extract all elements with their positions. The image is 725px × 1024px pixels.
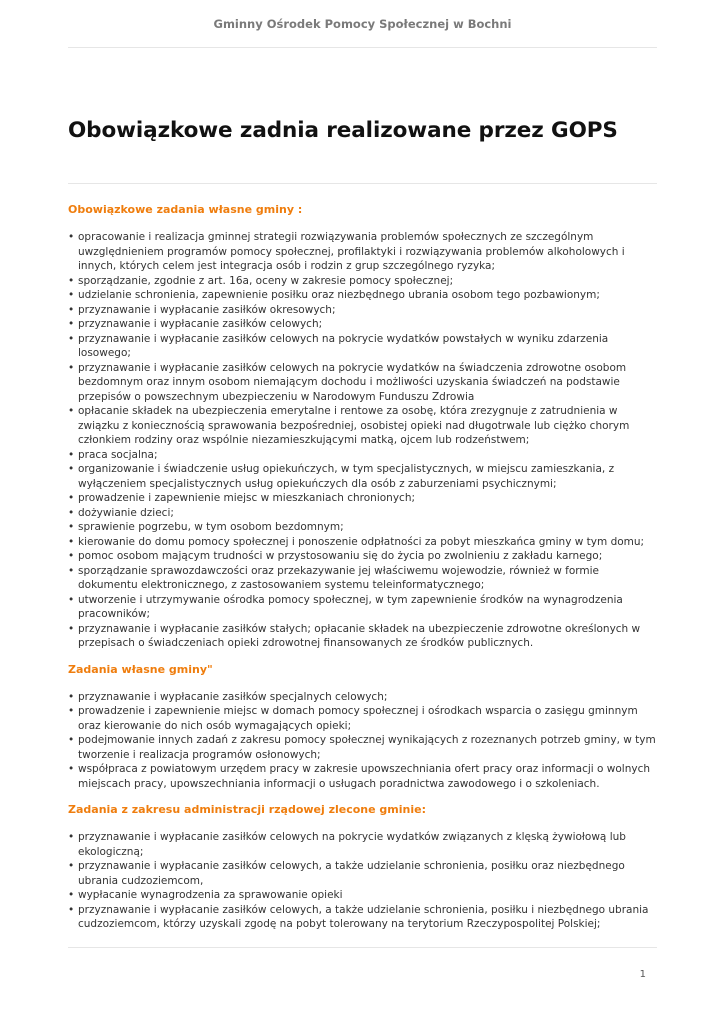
list-item: • przyznawanie i wypłacanie zasiłków celowych, a także udzielanie schronienia, posiłku i niezbędnego ubrania cudzoziemcom, którzy uzyskali zgodę na pobyt tolerowany na terytorium Rzeczypospolitej Polskiej; — [68, 903, 660, 932]
section-heading: Zadania z zakresu administracji rządowej zlecone gminie: — [68, 803, 426, 816]
list-item: • udzielanie schronienia, zapewnienie posiłku oraz niezbędnego ubrania osobom tego pozbawionym; — [68, 288, 660, 303]
list-item: • prowadzenie i zapewnienie miejsc w domach pomocy społecznej i ośrodkach wsparcia o zasięgu gminnym oraz kierowanie do nich osób wymagających opieki; — [68, 704, 660, 733]
list-item: • przyznawanie i wypłacanie zasiłków celowych; — [68, 317, 660, 332]
task-list — [68, 830, 660, 932]
list-item: • organizowanie i świadczenie usług opiekuńczych, w tym specjalistycznych, w miejscu zamieszkania, z wyłączeniem specjalistycznych usług opiekuńczych dla osób z zaburzeniami psychicznymi; — [68, 462, 660, 491]
list-item: • przyznawanie i wypłacanie zasiłków okresowych; — [68, 303, 660, 318]
list-item: • współpraca z powiatowym urzędem pracy w zakresie upowszechniania ofert pracy oraz informacji o wolnych miejscach pracy, upowszechniania informacji o usługach poradnictwa zawodowego i o szkoleniach. — [68, 762, 660, 791]
list-item: • przyznawanie i wypłacanie zasiłków celowych, a także udzielanie schronienia, posiłku oraz niezbędnego ubrania cudzoziemcom, — [68, 859, 660, 888]
page-title: Obowiązkowe zadnia realizowane przez GOPS — [68, 118, 618, 143]
list-item: • przyznawanie i wypłacanie zasiłków celowych na pokrycie wydatków powstałych w wyniku zdarzenia losowego; — [68, 332, 660, 361]
section-mandatory-own-tasks — [68, 203, 660, 651]
list-item: • wypłacanie wynagrodzenia za sprawowanie opieki — [68, 888, 660, 903]
list-item: • kierowanie do domu pomocy społecznej i ponoszenie odpłatności za pobyt mieszkańca gminy w tym domu; — [68, 535, 660, 550]
list-item: • dożywianie dzieci; — [68, 506, 660, 521]
section-heading: Obowiązkowe zadania własne gminy : — [68, 203, 303, 216]
section-government-delegated-tasks — [68, 803, 660, 932]
page-number: 1 — [639, 969, 646, 980]
list-item: • opłacanie składek na ubezpieczenia emerytalne i rentowe za osobę, która zrezygnuje z zatrudnienia w związku z koniecznością sprawowania bezpośredniej, osobistej opieki nad długotrwale lub ciężko chorym członkiem rodziny oraz wspólnie niezamieszkującymi matką, ojcem lub rodzeństwem; — [68, 404, 660, 448]
list-item: • opracowanie i realizacja gminnej strategii rozwiązywania problemów społecznych ze szczególnym uwzględnieniem programów pomocy społecznej, profilaktyki i rozwiązywania problemów alkoholowych i innych, których celem jest integracja osób i rodzin z grup szczególnego ryzyka; — [68, 230, 660, 274]
page-header — [68, 0, 657, 48]
section-own-tasks — [68, 663, 660, 792]
task-list — [68, 230, 660, 651]
list-item: • przyznawanie i wypłacanie zasiłków celowych na pokrycie wydatków związanych z klęską żywiołową lub ekologiczną; — [68, 830, 660, 859]
list-item: • pomoc osobom mającym trudności w przystosowaniu się do życia po zwolnieniu z zakładu karnego; — [68, 549, 660, 564]
title-divider — [68, 183, 657, 184]
list-item: • utworzenie i utrzymywanie ośrodka pomocy społecznej, w tym zapewnienie środków na wynagrodzenia pracowników; — [68, 593, 660, 622]
list-item: • sporządzanie sprawozdawczości oraz przekazywanie jej właściwemu wojewodzie, również w formie dokumentu elektronicznego, z zastosowaniem systemu teleinformatycznego; — [68, 564, 660, 593]
list-item: • sprawienie pogrzebu, w tym osobom bezdomnym; — [68, 520, 660, 535]
list-item: • podejmowanie innych zadań z zakresu pomocy społecznej wynikających z rozeznanych potrzeb gminy, w tym tworzenie i realizacja programów osłonowych; — [68, 733, 660, 762]
document-content — [68, 203, 660, 944]
footer-divider — [68, 947, 657, 948]
list-item: • przyznawanie i wypłacanie zasiłków specjalnych celowych; — [68, 690, 660, 705]
task-list — [68, 690, 660, 792]
list-item: • praca socjalna; — [68, 448, 660, 463]
organization-name: Gminny Ośrodek Pomocy Społecznej w Bochni — [213, 17, 512, 31]
section-heading: Zadania własne gminy" — [68, 662, 213, 676]
list-item: • sporządzanie, zgodnie z art. 16a, oceny w zakresie pomocy społecznej; — [68, 274, 660, 289]
list-item: • prowadzenie i zapewnienie miejsc w mieszkaniach chronionych; — [68, 491, 660, 506]
list-item: • przyznawanie i wypłacanie zasiłków celowych na pokrycie wydatków na świadczenia zdrowotne osobom bezdomnym oraz innym osobom niemającym dochodu i możliwości uzyskania świadczeń na podstawie przepisów o powszechnym ubezpieczeniu w Narodowym Funduszu Zdrowia — [68, 361, 660, 405]
list-item: • przyznawanie i wypłacanie zasiłków stałych; opłacanie składek na ubezpieczenie zdrowotne określonych w przepisach o świadczeniach opieki zdrowotnej finansowanych ze środków publicznych. — [68, 622, 660, 651]
